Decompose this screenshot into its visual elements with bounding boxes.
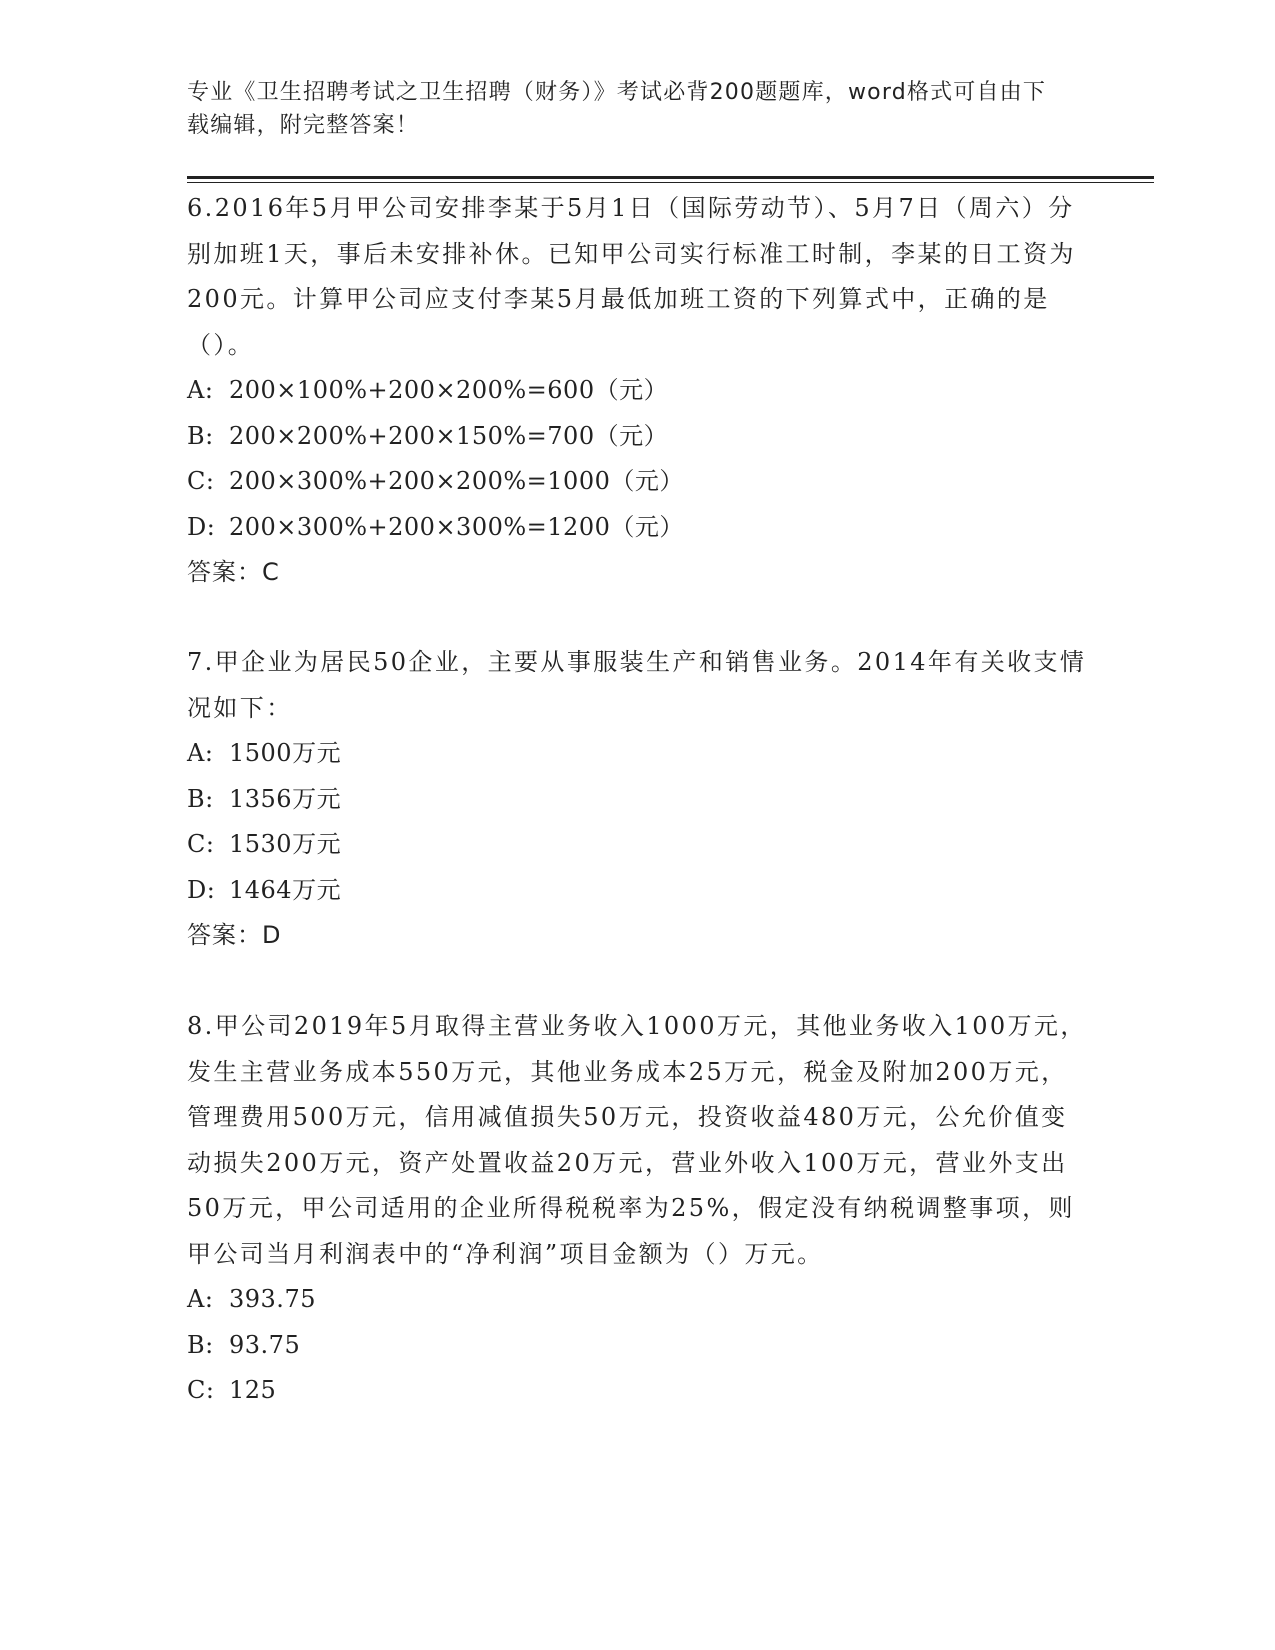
option-letter: B: (187, 784, 214, 813)
option-text: 200×300%+200×200%=1000（元） (229, 467, 684, 495)
option-c (187, 459, 1087, 505)
option-text: 200×300%+200×300%=1200（元） (229, 512, 684, 541)
option-letter: D: (187, 875, 216, 904)
document-header: 专业《卫生招聘考试之卫生招聘（财务）》考试必背200题题库，word格式可自由下载编辑，附完整答案！ (187, 80, 1047, 138)
option-b (187, 414, 1087, 460)
option-letter: C: (187, 1376, 215, 1404)
option-letter: C: (187, 830, 215, 858)
question-6 (187, 186, 1087, 596)
option-text: 1464万元 (229, 875, 342, 904)
option-text: 393.75 (229, 1285, 316, 1313)
option-b (187, 777, 1087, 823)
option-letter: B: (187, 1330, 214, 1359)
header-divider-thick (187, 176, 1154, 179)
option-d (187, 505, 1087, 551)
option-text: 200×200%+200×150%=700（元） (229, 421, 669, 450)
option-a (187, 731, 1087, 777)
option-c (187, 822, 1087, 868)
question-stem: 7.甲企业为居民50企业，主要从事服装生产和销售业务。2014年有关收支情况如下： (187, 648, 1087, 722)
question-8 (187, 1004, 1087, 1414)
option-text: 1500万元 (229, 739, 342, 767)
option-text: 1530万元 (229, 830, 342, 858)
option-text: 1356万元 (229, 784, 342, 813)
option-a (187, 1277, 1087, 1323)
question-stem: 8.甲公司2019年5月取得主营业务收入1000万元，其他业务收入100万元，发生主营业务成本550万元，其他业务成本25万元，税金及附加200万元，管理费用500万元，信用减值损失50万元，投资收益480万元，公允价值变动损失200万元，资产处置收益20万元，营业外收入100万元，营业外支出50万元，甲公司适用的企业所得税税率为25%，假定没有纳税调整事项，则甲公司当月利润表中的“净利润”项目金额为（）万元。 (187, 1012, 1087, 1268)
option-text: 125 (229, 1376, 277, 1404)
option-a (187, 368, 1087, 414)
answer: 答案：D (187, 921, 282, 949)
option-letter: C: (187, 467, 215, 495)
question-stem: 6.2016年5月甲公司安排李某于5月1日（国际劳动节）、5月7日（周六）分别加班1天，事后未安排补休。已知甲公司实行标准工时制，李某的日工资为200元。计算甲公司应支付李某5月最低加班工资的下列算式中，正确的是（）。 (187, 194, 1076, 359)
option-letter: D: (187, 512, 216, 541)
option-letter: A: (187, 739, 214, 767)
option-letter: A: (187, 1285, 214, 1313)
option-letter: A: (187, 376, 214, 404)
option-letter: B: (187, 421, 214, 450)
answer: 答案：C (187, 558, 280, 586)
option-text: 200×100%+200×200%=600（元） (229, 376, 669, 404)
option-b (187, 1323, 1087, 1369)
option-text: 93.75 (229, 1330, 301, 1359)
option-d (187, 868, 1087, 914)
option-c (187, 1368, 1087, 1414)
header-divider-thin (187, 182, 1154, 183)
question-7 (187, 640, 1087, 959)
